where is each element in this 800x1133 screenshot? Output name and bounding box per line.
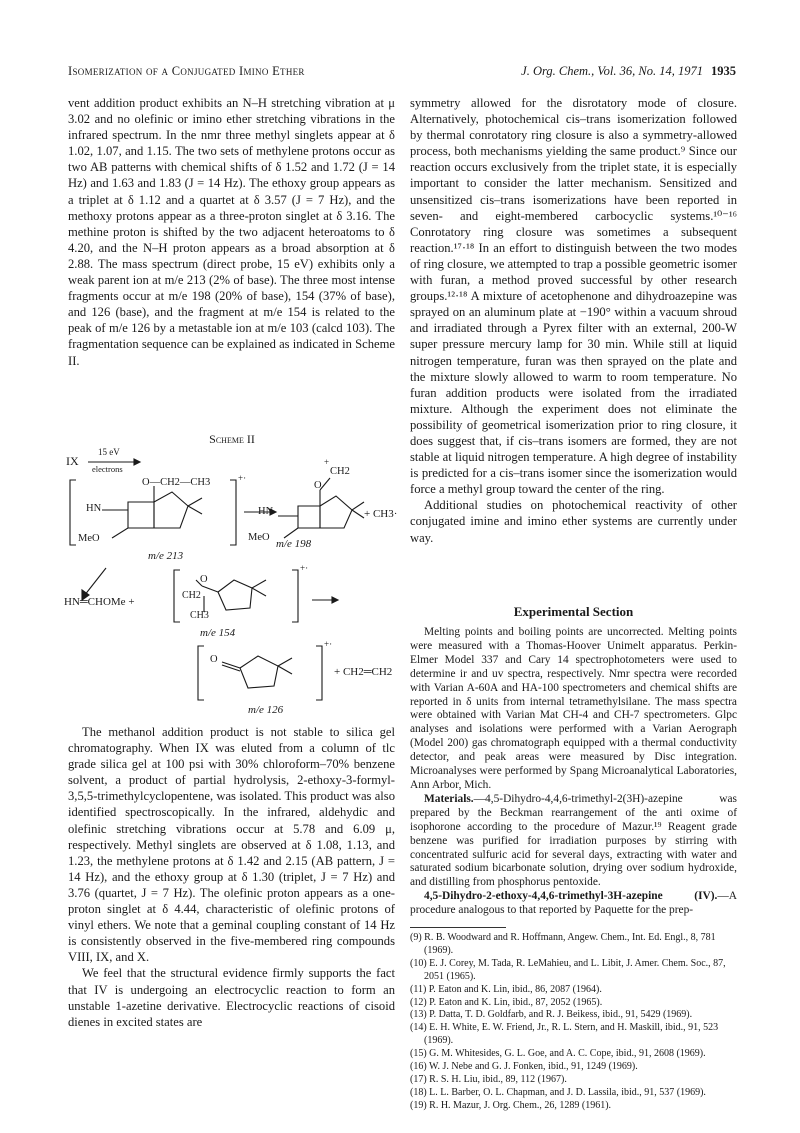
reference: (19) R. H. Mazur, J. Org. Chem., 26, 1289 (1961). xyxy=(410,1099,612,1111)
reference: (15) G. M. Whitesides, G. L. Goe, and A. C. Cope, ibid., 91, 2608 (1969). xyxy=(410,1048,706,1060)
azepine-text: —A procedure analogous to that reported by Paquette for the prep- xyxy=(410,890,737,917)
ch2-label-198: CH2 xyxy=(330,466,350,477)
header-journal xyxy=(521,64,736,79)
reference: (13) P. Datta, T. D. Goldfarb, and R. J. Beikess, ibid., 91, 5429 (1969). xyxy=(410,1009,693,1021)
right-column xyxy=(410,95,737,546)
hn-label-198: HN xyxy=(258,506,274,517)
meo-label-198: MeO xyxy=(248,532,270,543)
left-column-top xyxy=(68,95,395,369)
experimental-heading: Experimental Section xyxy=(513,604,634,619)
azepine-paragraph xyxy=(410,890,737,918)
m213-label: m/e 213 xyxy=(148,550,184,562)
paragraph: We feel that the structural evidence firmly supports the fact that IV is undergoing an electrocyclic reaction to form an unstable 1-azetine derivative. Electrocyclic reactions of cisoid dienes in excited states are xyxy=(68,966,395,1029)
materials-run-in-heading: Materials. xyxy=(424,792,474,805)
compound-ix-label: IX xyxy=(66,454,79,468)
page-number: 1935 xyxy=(711,64,736,78)
ethoxy-group-label: O—CH2—CH3 xyxy=(142,477,211,488)
hn-label: HN xyxy=(86,503,102,514)
experimental-section xyxy=(410,626,737,918)
reference: (16) W. J. Nebe and G. J. Fonken, ibid., 91, 1249 (1969). xyxy=(410,1061,638,1073)
ch2-label-154: CH2 xyxy=(182,590,201,601)
reference: (10) E. J. Corey, M. Tada, R. LeMahieu, and L. Libit, J. Amer. Chem. Soc., 87, 2051 (1965). xyxy=(410,957,726,982)
ch3-label-154: CH3 xyxy=(190,610,209,621)
header-article-title: Isomerization of a Conjugated Imino Ether xyxy=(68,64,305,78)
radical-cation-label: +· xyxy=(238,473,247,483)
reference: (12) P. Eaton and K. Lin, ibid., 87, 2052 (1965). xyxy=(410,996,603,1008)
footnote-rule xyxy=(410,927,506,928)
paragraph: symmetry allowed for the disrotatory mode of closure. Alternatively, photochemical cis–trans isomerization followed by thermal conrotatory ring closure is also a symmetry-allowed process, both mechanisms yielding the same product.⁹ Since our reaction occurs exclusively from the triplet state, it is especially important to consider the latter mechanism. Sensitized and unsensitized cis–trans isomerizations have been reported in seven- and eight-membered carbocyclic systems.¹⁰⁻¹⁶ Conrotatory ring closure was sometimes a subsequent reaction.¹⁷·¹⁸ In an effort to distinguish between the two modes of ring closure, we attempted to trap a possible geometric isomer with furan, a method proved successful by other research groups.¹²·¹⁸ A mixture of acetophenone and dihydroazepine was sprayed on an aluminum plate at −190° within a vacuum shroud and irradiated through a Pyrex filter with an external, 200-W super pressure mercury lamp for 30 min. While still at liquid nitrogen temperature, furan was then sprayed on the plate and the mixture slowly allowed to warm to room temperature. No furan addition products were isolated from the irradiated mixture. Although the experiment does not eliminate the possibility of geometrical isomerization prior to ring closure, it does suggest that, if cis–trans isomers are formed, they are not stable at liquid nitrogen temperature. A high degree of instability is predicted for a cis–trans isomer since the isomerization would force a methyl group toward the center of the ring. xyxy=(410,96,737,497)
reference: (11) P. Eaton and K. Lin, ibid., 86, 2087 (1964). xyxy=(410,983,602,995)
reference: (18) L. L. Barber, O. L. Chapman, and J. D. Lassila, ibid., 91, 537 (1969). xyxy=(410,1086,706,1098)
references xyxy=(410,932,737,1113)
oxygen-label-198: O xyxy=(314,480,322,491)
ev-label: 15 eV xyxy=(98,447,120,457)
running-header xyxy=(68,64,736,84)
radical-cation-label-126: +· xyxy=(324,639,333,649)
oxygen-label-126: O xyxy=(210,654,218,665)
oxygen-label-154: O xyxy=(200,574,208,585)
journal-citation: J. Org. Chem., Vol. 36, No. 14, 1971 xyxy=(521,64,703,78)
materials-text: —4,5-Dihydro-4,4,6-trimethyl-2(3H)-azepine was prepared by the Beckman rearrangement of the anti oxime of isophorone according to the procedure of Mazur.¹⁹ Reagent grade benzene was purified for irradiation purposes by stirring with concentrated sulfuric acid for several days, extracting with water and saturated sodium bicarbonate solution, drying over sodium hydroxide, and distilling from phosphorus pentoxide. xyxy=(410,792,737,889)
azepine-run-in-heading: 4,5-Dihydro-2-ethoxy-4,4,6-trimethyl-3H-azepine (IV). xyxy=(424,890,718,903)
methyl-radical-label: + CH3· xyxy=(364,508,398,520)
reference: (14) E. H. White, E. W. Friend, Jr., R. L. Stern, and H. Maskill, ibid., 91, 523 (1969). xyxy=(410,1022,719,1047)
m126-label: m/e 126 xyxy=(248,704,284,716)
imine-fragment-label: HN═CHOMe + xyxy=(64,596,135,608)
materials-paragraph xyxy=(410,793,737,890)
m154-label: m/e 154 xyxy=(200,627,236,639)
meo-label: MeO xyxy=(78,533,100,544)
scheme-title: Scheme II xyxy=(209,432,255,446)
radical-cation-label-154: +· xyxy=(300,563,309,573)
m198-label: m/e 198 xyxy=(276,538,312,550)
reference: (9) R. B. Woodward and R. Hoffmann, Angew. Chem., Int. Ed. Engl., 8, 781 (1969). xyxy=(410,932,716,956)
left-column-bottom xyxy=(68,724,395,1030)
paragraph: vent addition product exhibits an N–H stretching vibration at μ 3.02 and no olefinic or imino ether stretching vibrations in the infrared spectrum. In the nmr three methyl singlets appear at δ 1.02, 1.07, and 1.15. The two sets of methylene protons occur as two AB patterns with chemical shifts of δ 1.52 and 1.72 (J = 14 Hz) and 1.63 and 1.83 (J = 14 Hz). The ethoxy group appears as a triplet at δ 1.12 and a quartet at δ 3.57 (J = 7 Hz), and the methoxy protons appear as a three-proton singlet at δ 3.16. The methine proton is shifted by the two adjacent heteroatoms to δ 4.20, and the N–H proton appears as a broad absorption at δ 2.88. The mass spectrum (direct probe, 15 eV) exhibits only a weak parent ion at m/e 213 (2% of base). The three most intense fragments occur at m/e 198 (20% of base), 154 (37% of base), and 126 (base), and the fragment at m/e 154 is related to the peak of m/e 126 by a metastable ion at m/e 103 (calcd 103). The fragmentation sequence can be explained as indicated in Scheme II. xyxy=(68,96,395,368)
ethylene-label: + CH2═CH2 xyxy=(334,666,393,678)
paragraph: Additional studies on photochemical reactivity of other conjugated imine and imino ether systems are currently under way. xyxy=(410,498,737,545)
scheme-ii xyxy=(62,420,402,720)
plus-sign: + xyxy=(324,457,330,467)
reference: (17) R. S. H. Liu, ibid., 89, 112 (1967). xyxy=(410,1073,567,1085)
paragraph: Melting points and boiling points are uncorrected. Melting points were measured with a Thomas-Hoover Unimelt apparatus. Perkin-Elmer Model 337 and Cary 14 spectrophotometers were used to determine ir and uv spectra, respectively. Nmr spectra were recorded with Varian A-60A and HA-100 spectrometers and chemical shifts are reported in δ units from internal tetramethylsilane. The mass spectra were obtained with Varian Mat CH-4 and CH-7 spectrometers. Glpc analyses and isolations were performed with a Varian Aerograph (Model 200) gas chromatograph equipped with a thermal conductivity detector, and peak areas were measured by Disc integration. Microanalyses were performed by Spang Microanalytical Laboratories, Ann Arbor, Mich. xyxy=(410,626,737,791)
paragraph: The methanol addition product is not stable to silica gel chromatography. When IX was eluted from a column of tlc grade silica gel at 100 psi with 30% chloroform–70% benzene solvent, a product of partial hydrolysis, 2-ethoxy-3-formyl-3,5,5-trimethylcyclopentene, was isolated. This product was also identified spectroscopically. In the infrared, aldehydic and olefinic stretching vibrations occur at 5.78 and 6.09 μ, respectively. Methyl singlets are observed at δ 1.08, 1.13, and 1.23, the methylene protons at δ 1.42 and 2.15 (AB pattern, J = 14 Hz), and the ethoxy group at δ 1.30 (triplet, J = 7 Hz) and 3.76 (quartet, J = 7 Hz). The olefinic proton appears as a one-proton singlet at δ 4.44, characteristic of olefinic protons of vinyl ethers. We note that a geminal coupling constant of 14 Hz is consistently observed in the five-membered ring compounds VIII, IX, and X. xyxy=(68,725,395,965)
electrons-label: electrons xyxy=(92,464,123,474)
